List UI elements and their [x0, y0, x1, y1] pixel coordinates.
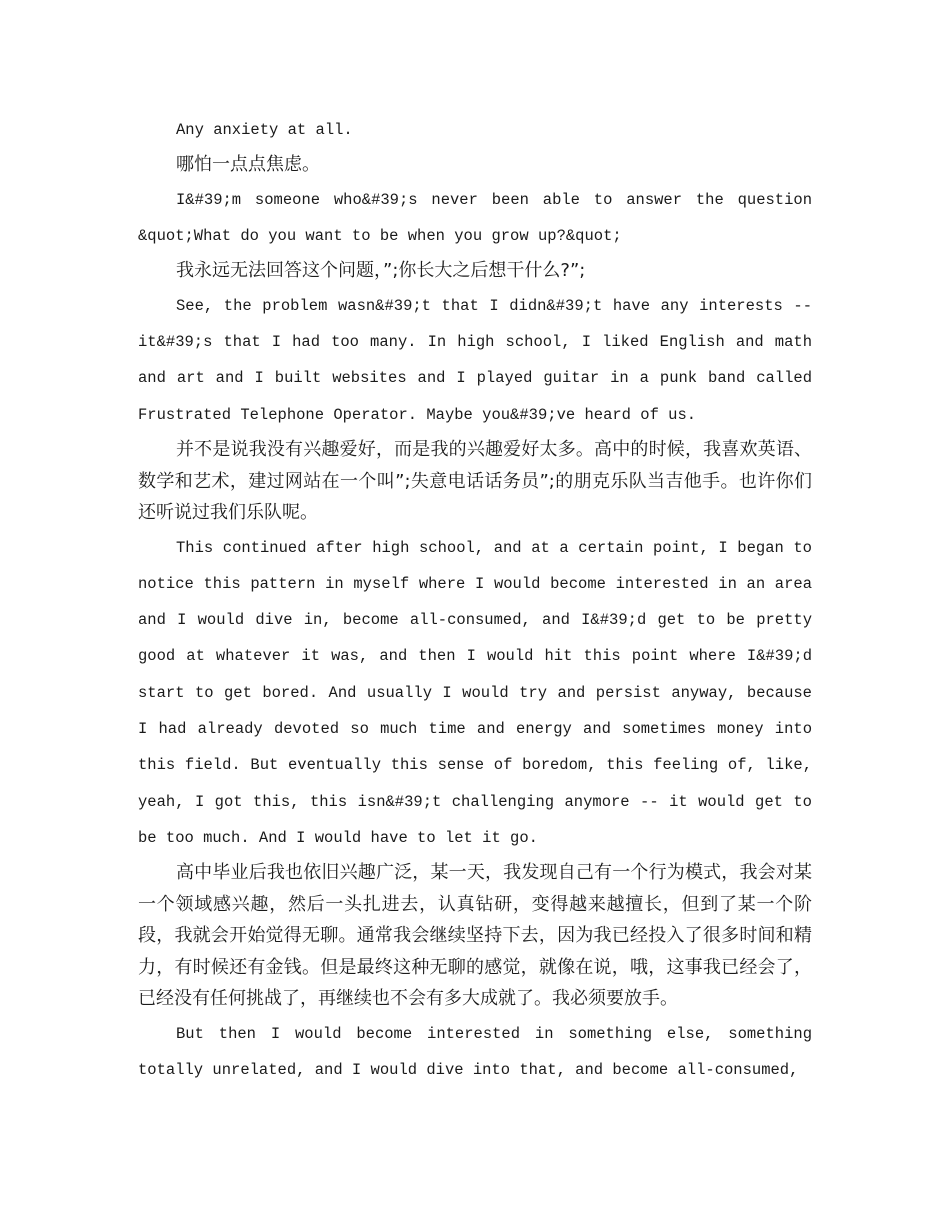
paragraph-zh-4: 高中毕业后我也依旧兴趣广泛，某一天，我发现自己有一个行为模式，我会对某一个领域感兴趣，然后一头扎进去，认真钻研，变得越来越擅长，但到了某一个阶段，我就会开始觉得无聊。通常我会继续坚持下去，因为我已经投入了很多时间和精力，有时候还有金钱。但是最终这种无聊的感觉，就像在说，哦，这事我已经会了，已经没有任何挑战了，再继续也不会有多大成就了。我必须要放手。: [138, 862, 812, 1010]
paragraph-en-5: But then I would become interested in something else, something totally unrelated, and I would dive into that, and become all-consumed,: [138, 1024, 812, 1080]
document-body: [138, 112, 812, 1089]
paragraph-en-1: Any anxiety at all.: [176, 121, 353, 139]
paragraph-zh-2: 我永远无法回答这个问题，”;你长大之后想干什么?”;: [176, 260, 586, 282]
paragraph-zh-1: 哪怕一点点焦虑。: [176, 154, 320, 176]
paragraph-en-2: I&#39;m someone who&#39;s never been able to answer the question &quot;What do you want to be when you grow up?&quot;: [138, 190, 812, 246]
paragraph-zh-3: 并不是说我没有兴趣爱好，而是我的兴趣爱好太多。高中的时候，我喜欢英语、数学和艺术，建过网站在一个叫”;失意电话话务员”;的朋克乐队当吉他手。也许你们还听说过我们乐队呢。: [138, 439, 812, 524]
paragraph-en-4: This continued after high school, and at a certain point, I began to notice this pattern in myself where I would become interested in an area and I would dive in, become all-consumed, and I&#39;d get to be pretty good at whatever it was, and then I would hit this point where I&#39;d start to get bored. And usually I would try and persist anyway, because I had already devoted so much time and energy and sometimes money into this field. But eventually this sense of boredom, this feeling of, like, yeah, I got this, this isn&#39;t challenging anymore -- it would get to be too much. And I would have to let it go.: [138, 538, 812, 847]
paragraph-en-3: See, the problem wasn&#39;t that I didn&#39;t have any interests -- it&#39;s that I had too many. In high school, I liked English and math and art and I built websites and I played guitar in a punk band called Frustrated Telephone Operator. Maybe you&#39;ve heard of us.: [138, 296, 812, 424]
